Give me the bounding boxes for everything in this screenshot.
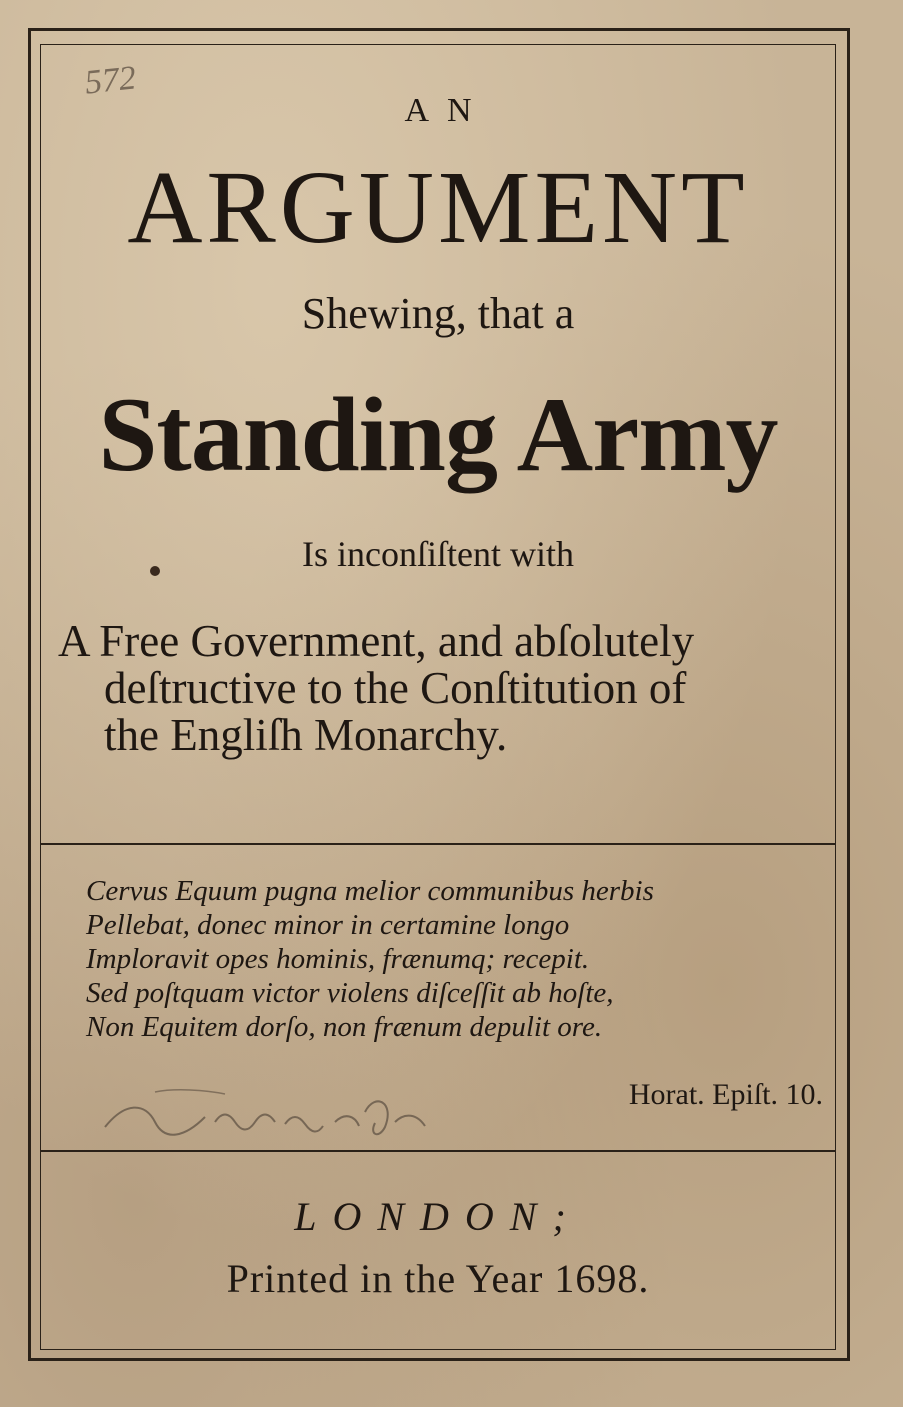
manuscript-number: 572: [83, 59, 138, 102]
title-inconsistent: Is inconſiſtent with: [302, 534, 574, 574]
epigraph-attribution: Horat. Epiſt. 10.: [628, 1078, 823, 1111]
epigraph-line: Sed poſtquam victor violens diſceſſit ab hoſte,: [86, 977, 614, 1009]
imprint-date: Printed in the Year 1698.: [226, 1256, 650, 1301]
divider-rule: [40, 843, 836, 845]
divider-rule: [40, 1150, 836, 1152]
handwritten-signature: [95, 1082, 455, 1152]
title-shewing: Shewing, that a: [301, 289, 575, 338]
epigraph-line: Pellebat, donec minor in certamine longo: [86, 909, 570, 941]
paragraph-line: A Free Government, and abſolutely: [58, 616, 695, 666]
paragraph-line: deſtructive to the Conſtitution of: [104, 663, 687, 713]
imprint-place: LONDON;: [294, 1194, 582, 1239]
title-an: AN: [404, 92, 490, 129]
paragraph-line: the Engliſh Monarchy.: [104, 710, 508, 760]
title-argument: ARGUMENT: [127, 150, 749, 265]
title-standing-army: Standing Army: [98, 376, 778, 493]
epigraph-line: Imploravit opes hominis, frænumq; recepit.: [86, 943, 590, 975]
epigraph-line: Non Equitem dorſo, non frænum depulit ore.: [86, 1011, 603, 1043]
title-paragraph: [58, 618, 818, 759]
epigraph-line: Cervus Equum pugna melior communibus herbis: [86, 875, 654, 907]
epigraph: [86, 874, 786, 1044]
